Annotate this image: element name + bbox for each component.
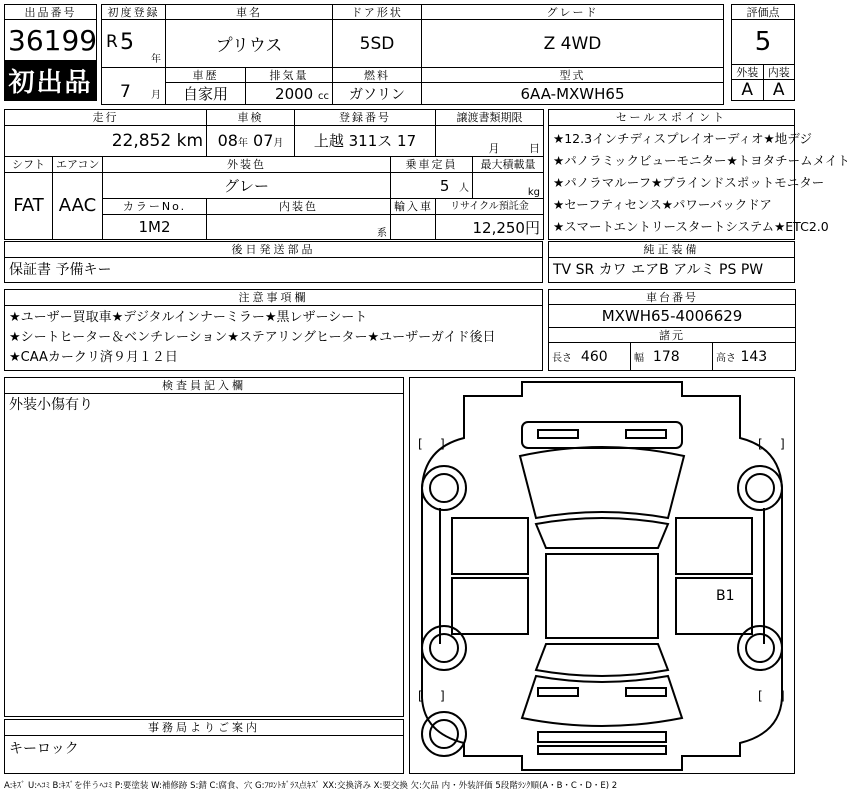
headlight-left xyxy=(538,430,578,438)
transfer-value xyxy=(436,125,544,156)
import-value xyxy=(391,215,436,240)
header-grid xyxy=(101,4,723,101)
legend: A:ｷｽﾞ U:ﾍｺﾐ B:ｷｽﾞを伴うﾍｺﾐ P:要塗装 W:補修跡 S:錆 C:腐食、穴 G:ﾌﾛﾝﾄｶﾞﾗｽ点ｷｽﾞ XX:交換済み X:要交換 欠:欠品 内・外装評価 5段階ﾗﾝｸ順(A・B・C・D・E) 2 xyxy=(4,781,618,791)
shift-label: シフト xyxy=(5,156,53,172)
sales-points xyxy=(548,109,850,240)
inspector-value: 外装小傷有り xyxy=(9,397,93,413)
disp-unit: cc xyxy=(318,90,329,102)
transfer-month-unit: 月 xyxy=(488,141,500,155)
svg-text:[: [ xyxy=(418,437,423,451)
recycle-unit: 円 xyxy=(524,218,540,237)
capacity xyxy=(391,172,473,199)
door-value: 5SD xyxy=(333,20,422,68)
length-label: 長さ xyxy=(552,352,572,364)
length xyxy=(549,343,631,371)
history-label: 車歴 xyxy=(166,68,246,83)
sales-list xyxy=(549,126,850,238)
length-value: 460 xyxy=(580,348,608,365)
sales-line: ★パノラミックビューモニター★トヨタチームメイト xyxy=(553,153,850,168)
grade-value: Z 4WD xyxy=(422,20,724,68)
wheel-front-right xyxy=(738,466,782,510)
headlight-right xyxy=(626,430,666,438)
damage-mark: B1 xyxy=(716,588,735,604)
first-reg-month xyxy=(102,68,166,105)
inspection-date xyxy=(207,125,295,156)
height-value: 143 xyxy=(740,348,768,365)
svg-text:[: [ xyxy=(418,689,423,703)
wheel-rear-left xyxy=(422,626,466,670)
interior-suffix: 系 xyxy=(207,215,391,240)
mileage-label: 走行 xyxy=(5,110,207,126)
dims-label: 諸元 xyxy=(549,328,796,343)
fuel-label: 燃料 xyxy=(333,68,422,83)
sales-line: ★スマートエントリースタートシステム★ETC2.0 xyxy=(553,219,829,234)
inspection-label: 車検 xyxy=(207,110,295,126)
svg-text:]: ] xyxy=(780,437,785,451)
score-label: 評価点 xyxy=(732,5,795,20)
mileage-value: 22,852 xyxy=(111,130,172,151)
roof xyxy=(546,554,658,638)
capacity-unit: 人 xyxy=(459,182,469,194)
load-unit: kg xyxy=(473,172,544,199)
office-notes xyxy=(4,719,404,774)
height xyxy=(713,343,796,371)
recycle-value: 12,250 xyxy=(472,218,525,237)
first-reg-month-value: 7 xyxy=(120,82,131,102)
svg-text:]: ] xyxy=(440,437,445,451)
exterior-label: 外装色 xyxy=(103,156,391,172)
sales-label: セールスポイント xyxy=(549,110,794,126)
inspection-month: 07 xyxy=(253,131,274,151)
transfer-label: 譲渡書類期限 xyxy=(436,110,544,126)
chassis-section xyxy=(548,289,795,371)
later-parts-value: 保証書 予備キー xyxy=(9,262,112,278)
windshield xyxy=(536,518,668,548)
recycle xyxy=(436,215,544,240)
first-reg-year-value: 5 xyxy=(120,30,134,55)
later-parts-label: 後日発送部品 xyxy=(5,242,542,258)
chassis-label: 車台番号 xyxy=(549,290,796,305)
notes xyxy=(4,289,543,371)
width xyxy=(631,343,713,371)
car-diagram xyxy=(409,377,795,774)
import-label: 輸入車 xyxy=(391,199,436,215)
car-name: プリウス xyxy=(166,20,333,68)
car-diagram-svg xyxy=(410,378,794,773)
notes-label: 注意事項欄 xyxy=(5,290,542,306)
svg-text:[: [ xyxy=(758,689,763,703)
displacement xyxy=(246,83,333,105)
score-value: 5 xyxy=(732,20,795,65)
sales-line: ★セーフティセンス★パワーバックドア xyxy=(553,197,772,212)
aircon-value: AAC xyxy=(53,172,103,239)
notes-line: ★ユーザー買取車★デジタルインナーミラー★黒レザーシート xyxy=(9,310,368,325)
sales-line: ★12.3インチディスプレイオーディオ★地デジ xyxy=(553,131,812,146)
notes-line: ★CAAカークリ済９月１２日 xyxy=(9,350,178,365)
score-section xyxy=(731,4,795,101)
inspection-year: 08 xyxy=(217,131,238,151)
int-grade: A xyxy=(763,80,795,101)
wheel-rear-right xyxy=(738,626,782,670)
hood xyxy=(520,447,684,518)
sales-line: ★パノラマルーフ★ブラインドスポットモニター xyxy=(553,175,825,190)
svg-text:]: ] xyxy=(780,689,785,703)
door-front-left xyxy=(452,518,528,574)
notes-line: ★シートヒーター＆ベンチレーション★ステアリングヒーター★ユーザーガイド後日 xyxy=(9,330,496,345)
wheel-front-left xyxy=(422,466,466,510)
equipment xyxy=(548,241,795,283)
spec-grid xyxy=(4,109,543,240)
model-label: 型式 xyxy=(422,68,724,83)
inspection-year-unit: 年 xyxy=(237,138,248,150)
lot-section xyxy=(4,4,97,101)
front-grille xyxy=(522,422,682,448)
body-outline xyxy=(422,382,782,770)
lot-number: 36199 xyxy=(5,20,97,61)
first-listing-badge: 初出品 xyxy=(5,61,97,101)
door-front-right xyxy=(676,518,752,574)
color-no-label: カラーNo. xyxy=(103,199,207,215)
door-label: ドア形状 xyxy=(333,5,422,20)
mileage xyxy=(5,125,207,156)
plate-label: 登録番号 xyxy=(295,110,436,126)
rear-window xyxy=(536,644,668,676)
first-reg-year xyxy=(102,20,166,68)
trunk xyxy=(522,676,682,726)
tail-left xyxy=(538,688,578,696)
history-value: 自家用 xyxy=(166,83,246,105)
later-parts xyxy=(4,241,543,283)
lot-label: 出品番号 xyxy=(5,5,97,20)
plate-value: 上越 311ス 17 xyxy=(295,125,436,156)
capacity-label: 乗車定員 xyxy=(391,156,473,172)
equipment-value: TV SR カワ エアB アルミ PS PW xyxy=(553,262,764,278)
door-rear-right xyxy=(676,578,752,634)
first-reg-year-unit: 年 xyxy=(151,54,161,65)
notes-list xyxy=(5,306,542,368)
mileage-unit: km xyxy=(176,130,203,151)
disp-label: 排気量 xyxy=(246,68,333,83)
exterior-value: グレー xyxy=(103,172,391,199)
office-label: 事務局よりご案内 xyxy=(5,720,403,736)
capacity-value: 5 xyxy=(439,176,450,195)
inspection-month-unit: 月 xyxy=(273,138,284,150)
chassis-value: MXWH65-4006629 xyxy=(549,305,796,328)
transfer-day-unit: 日 xyxy=(529,141,540,155)
first-reg-month-unit: 月 xyxy=(151,90,161,101)
height-label: 高さ xyxy=(716,352,736,364)
aircon-label: エアコン xyxy=(53,156,103,172)
car-name-label: 車名 xyxy=(166,5,333,20)
inspector-notes xyxy=(4,377,404,717)
width-label: 幅 xyxy=(634,352,644,364)
first-reg-label: 初度登録 xyxy=(102,5,166,20)
svg-text:[: [ xyxy=(758,437,763,451)
model-value: 6AA-MXWH65 xyxy=(422,83,724,105)
ext-label: 外装 xyxy=(732,65,764,80)
width-value: 178 xyxy=(652,348,680,365)
disp-value: 2000 xyxy=(275,84,314,103)
door-rear-left xyxy=(452,578,528,634)
inspector-label: 検査員記入欄 xyxy=(5,378,403,394)
load-label: 最大積載量 xyxy=(473,156,544,172)
tail-right xyxy=(626,688,666,696)
recycle-label: リサイクル預託金 xyxy=(436,199,544,215)
int-label: 内装 xyxy=(763,65,795,80)
grade-label: グレード xyxy=(422,5,724,20)
ext-grade: A xyxy=(732,80,764,101)
equipment-label: 純正装備 xyxy=(549,242,794,258)
svg-text:]: ] xyxy=(440,689,445,703)
fuel-value: ガソリン xyxy=(333,83,422,105)
office-value: キーロック xyxy=(9,741,79,757)
shift-value: FAT xyxy=(5,172,53,239)
interior-label: 内装色 xyxy=(207,199,391,215)
color-no-value: 1M2 xyxy=(103,215,207,240)
first-reg-era: R xyxy=(106,32,118,52)
